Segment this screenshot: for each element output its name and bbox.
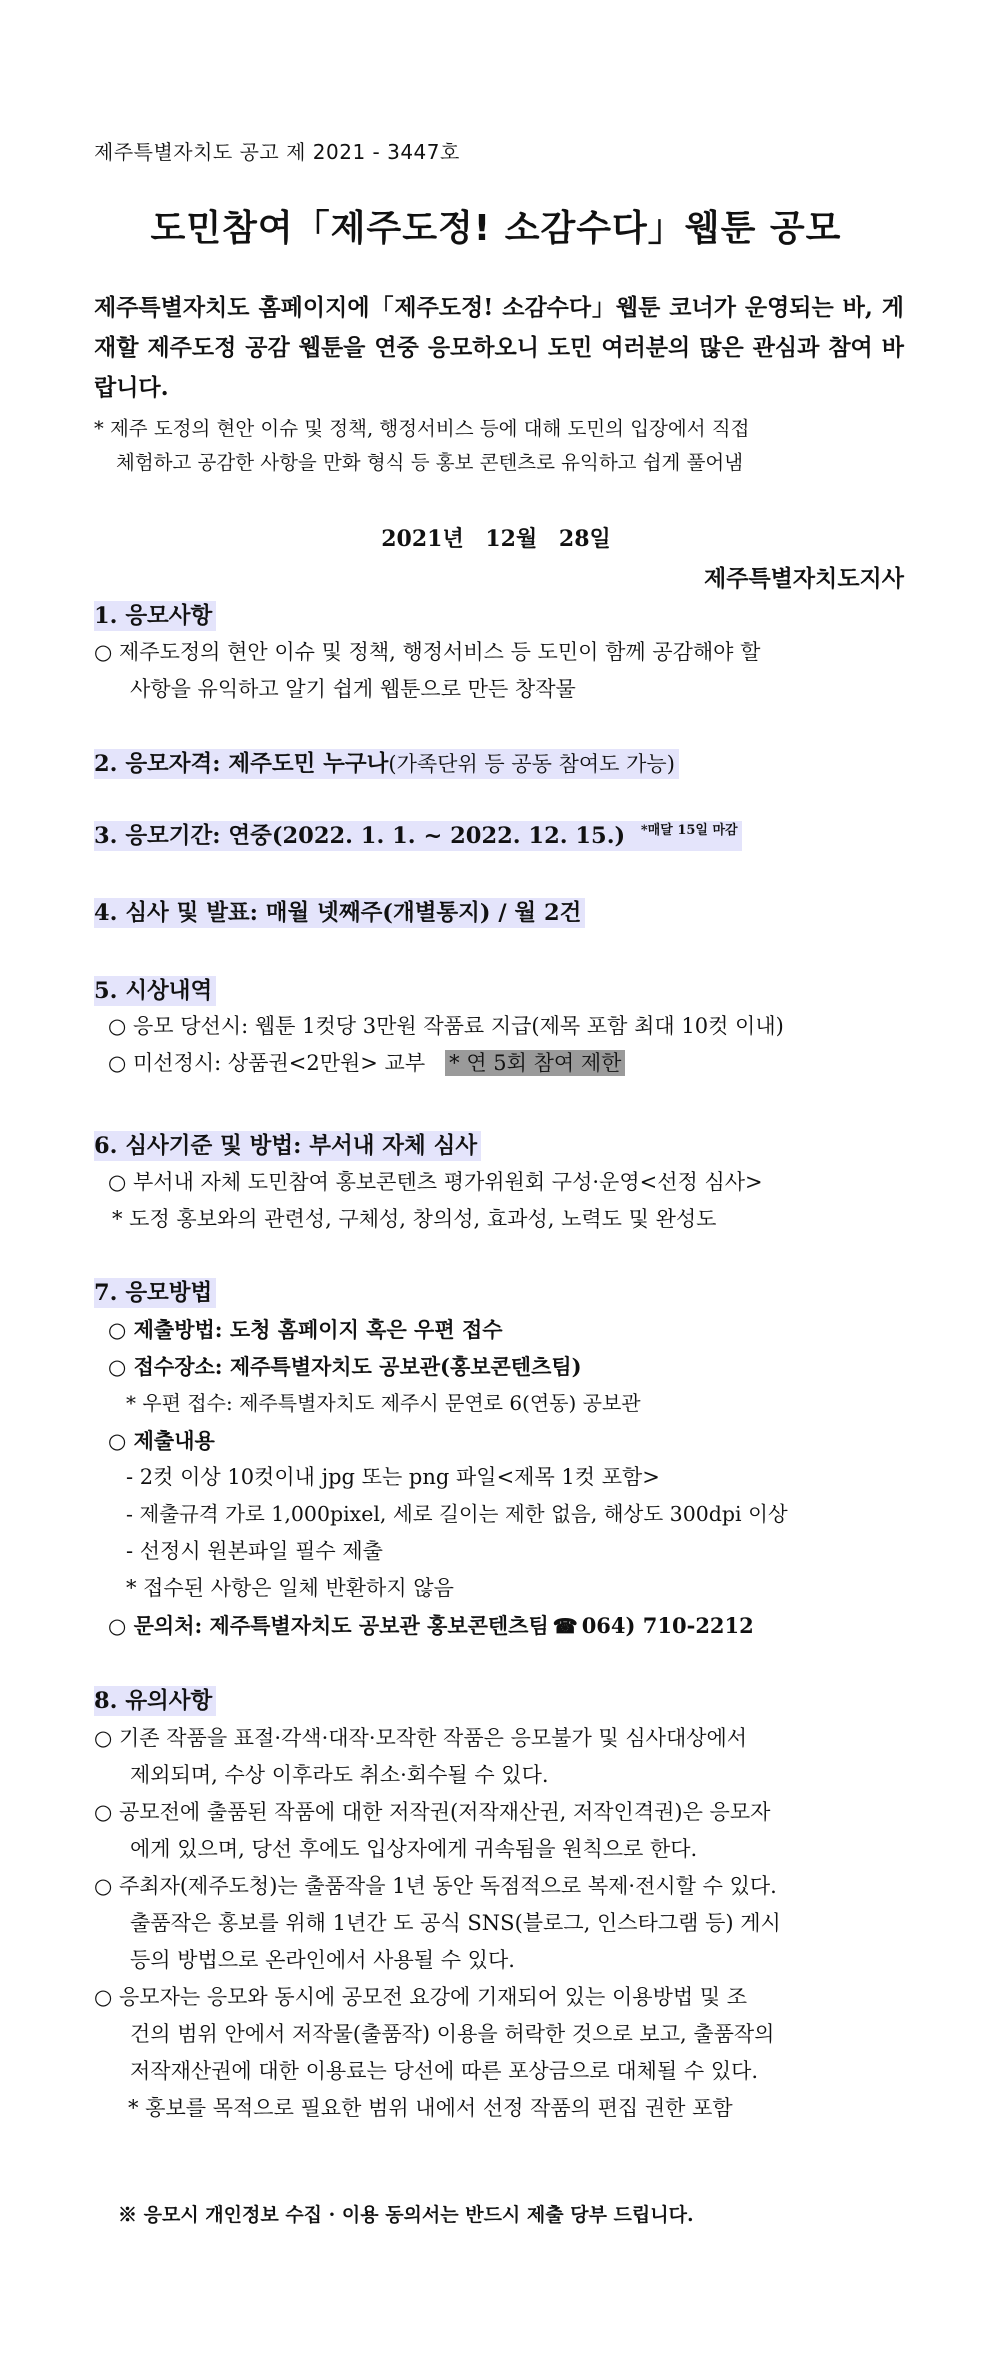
section-heading-2 [94, 746, 679, 778]
footer-note: ※ 응모시 개인정보 수집 · 이용 동의서는 반드시 제출 당부 드립니다. [118, 2204, 694, 2226]
deadline-note: *매달 15일 마감 [640, 823, 738, 838]
section-7-line: * 우편 접수: 제주특별자치도 제주시 문연로 6(연동) 공보관 [126, 1391, 641, 1415]
section-heading-4 [94, 895, 585, 927]
section-7-line: ○ 제출방법: 도청 홈페이지 혹은 우편 접수 [108, 1317, 503, 1342]
section-7-line: ○ 제출내용 [108, 1428, 215, 1453]
section-8-line: 등의 방법으로 온라인에서 사용될 수 있다. [130, 1948, 515, 1972]
section-1-line: 사항을 유익하고 알기 쉽게 웹툰으로 만든 창작물 [130, 677, 576, 701]
intro-text: 제주특별자치도 홈페이지에「제주도정! 소감수다」웹툰 코너가 운영되는 바, 게재할 제주도정 공감 웹툰을 연중 응모하오니 도민 여러분의 많은 관심과 참여 바랍니다. [94, 294, 904, 401]
phone-icon: ☎ [552, 1614, 578, 1638]
intro-note [94, 412, 904, 480]
section-5-line: ○ 응모 당선시: 웹툰 1컷당 3만원 작품료 지급(제목 포함 최대 10컷 이내) [108, 1014, 784, 1038]
section-heading-5 [94, 973, 216, 1005]
issuer: 제주특별자치도지사 [704, 565, 904, 592]
section-8-line: ○ 기존 작품을 표절·각색·대작·모작한 작품은 응모불가 및 심사대상에서 [94, 1726, 748, 1750]
section-7-line: - 제출규격 가로 1,000pixel, 세로 길이는 제한 없음, 해상도 300dpi 이상 [126, 1502, 788, 1526]
section-8-line: ○ 공모전에 출품된 작품에 대한 저작권(저작재산권, 저작인격권)은 응모자 [94, 1800, 771, 1824]
section-8-line: ○ 응모자는 응모와 동시에 공모전 요강에 기재되어 있는 이용방법 및 조 [94, 1985, 748, 2009]
section-7-line: ○ 접수장소: 제주특별자치도 공보관(홍보콘텐츠팀) [108, 1354, 582, 1379]
section-7-line [94, 1607, 923, 1645]
section-heading-text: 1. 응모사항 [94, 601, 216, 631]
contact-phone: 064) 710-2212 [581, 1613, 754, 1638]
section-heading-8 [94, 1683, 216, 1715]
section-heading-text: 4. 심사 및 발표: 매월 넷째주(개별통지) / 월 2건 [94, 898, 585, 928]
section-heading-text: 8. 유의사항 [94, 1686, 216, 1716]
section-7-line: - 2컷 이상 10컷이내 jpg 또는 png 파일<제목 1컷 포함> [126, 1465, 660, 1489]
section-7-line: * 접수된 사항은 일체 반환하지 않음 [126, 1576, 454, 1600]
section-heading-1 [94, 598, 216, 630]
section-5-line [94, 1045, 923, 1082]
section-heading-text: 7. 응모방법 [94, 1278, 216, 1308]
section-heading-paren: (가족단위 등 공동 참여도 가능) [388, 752, 675, 776]
section-6-line: * 도정 홍보와의 관련성, 구체성, 창의성, 효과성, 노력도 및 완성도 [112, 1207, 717, 1231]
section-heading-6 [94, 1128, 481, 1160]
section-heading-text: 3. 응모기간: 연중(2022. 1. 1. ~ 2022. 12. 15.) [94, 823, 626, 849]
contact-label: ○ 문의처: 제주특별자치도 공보관 홍보콘텐츠팀 [108, 1613, 549, 1638]
section-8-line: 제외되며, 수상 이후라도 취소·회수될 수 있다. [130, 1763, 549, 1787]
section-7-line: - 선정시 원본파일 필수 제출 [126, 1539, 383, 1563]
section-heading-3 [94, 818, 742, 850]
section-8-line: 저작재산권에 대한 이용료는 당선에 따른 포상금으로 대체될 수 있다. [130, 2059, 759, 2083]
notice-number: 제주특별자치도 공고 제 2021 - 3447호 [94, 140, 460, 164]
section-heading-text: 5. 시상내역 [94, 976, 216, 1006]
section-8-line: 출품작은 홍보를 위해 1년간 도 공식 SNS(블로그, 인스타그램 등) 게시 [130, 1911, 781, 1935]
section-8-line: ○ 주최자(제주도청)는 출품작을 1년 동안 독점적으로 복제·전시할 수 있다. [94, 1874, 777, 1898]
intro-note-line: 체험하고 공감한 사항을 만화 형식 등 홍보 콘텐츠로 유익하고 쉽게 풀어냄 [116, 451, 744, 474]
section-heading-text: 6. 심사기준 및 방법: 부서내 자체 심사 [94, 1131, 481, 1161]
participation-limit-note: * 연 5회 참여 제한 [445, 1050, 625, 1076]
section-heading-text: 2. 응모자격: 제주도민 누구나 [94, 751, 389, 777]
notice-date: 2021년 12월 28일 [381, 526, 611, 552]
section-heading-7 [94, 1275, 216, 1307]
section-8-line: 에게 있으며, 당선 후에도 입상자에게 귀속됨을 원칙으로 한다. [130, 1837, 698, 1861]
page-title: 도민참여「제주도정! 소감수다」웹툰 공모 [150, 208, 842, 249]
section-8-line: 건의 범위 안에서 저작물(출품작) 이용을 허락한 것으로 보고, 출품작의 [130, 2022, 775, 2046]
section-8-line: * 홍보를 목적으로 필요한 범위 내에서 선정 작품의 편집 권한 포함 [128, 2096, 733, 2120]
section-5-text: ○ 미선정시: 상품권<2만원> 교부 [108, 1051, 426, 1075]
section-1-line: ○ 제주도정의 현안 이슈 및 정책, 행정서비스 등 도민이 함께 공감해야 할 [94, 640, 761, 664]
section-6-line: ○ 부서내 자체 도민참여 홍보콘텐츠 평가위원회 구성·운영<선정 심사> [108, 1170, 763, 1194]
intro-note-line: * 제주 도정의 현안 이슈 및 정책, 행정서비스 등에 대해 도민의 입장에서 직접 [94, 417, 750, 440]
